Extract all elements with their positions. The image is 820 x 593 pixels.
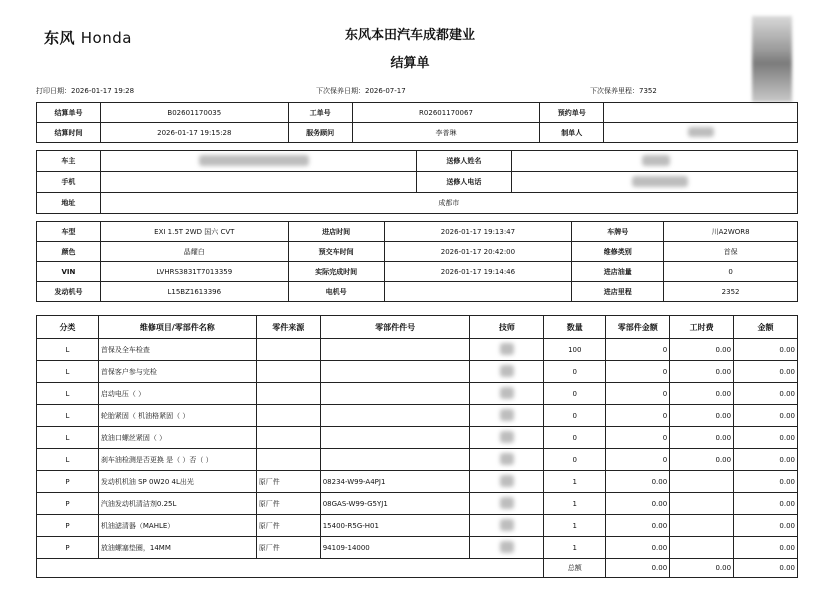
total-amount: 0.00 xyxy=(734,559,798,578)
phone xyxy=(100,172,416,193)
item-part-no xyxy=(320,361,470,383)
item-name: 放油螺塞垫圈，14MM xyxy=(98,537,256,559)
phone-label: 手机 xyxy=(37,172,101,193)
item-name: 发动机机油 SP 0W20 4L出光 xyxy=(98,471,256,493)
item-category: L xyxy=(37,339,99,361)
done-time-label: 实际完成时间 xyxy=(288,262,384,282)
item-labor: 0.00 xyxy=(670,361,734,383)
order-info-table xyxy=(36,102,798,143)
item-name: 刹车油检测是否更换 是（ ）否（ ） xyxy=(98,449,256,471)
mileage-label: 进店里程 xyxy=(572,282,664,302)
col-category: 分类 xyxy=(37,316,99,339)
next-service-date: 下次保养日期：2026-07-17 xyxy=(316,87,406,95)
appt-no-label: 预约单号 xyxy=(540,103,604,123)
settle-time-label: 结算时间 xyxy=(37,123,101,143)
model-label: 车型 xyxy=(37,222,101,242)
table-row xyxy=(37,493,798,515)
item-amount: 0.00 xyxy=(734,339,798,361)
item-name: 首保及全车检查 xyxy=(98,339,256,361)
print-date: 打印日期：2026-01-17 19:28 xyxy=(36,87,135,95)
item-source xyxy=(256,383,320,405)
item-part-no: 15400-R5G-H01 xyxy=(320,515,470,537)
col-amount: 金额 xyxy=(734,316,798,339)
table-row xyxy=(37,383,798,405)
item-part-amount: 0.00 xyxy=(606,493,670,515)
item-source xyxy=(256,339,320,361)
col-source: 零件来源 xyxy=(256,316,320,339)
repair-type-label: 维修类别 xyxy=(572,242,664,262)
table-row xyxy=(37,449,798,471)
logo-cn: 东风 xyxy=(44,29,76,47)
model: EXI 1.5T 2WD 国六 CVT xyxy=(100,222,288,242)
repair-type: 首保 xyxy=(664,242,798,262)
sender-name-redacted xyxy=(512,151,798,172)
advisor: 李普琳 xyxy=(352,123,540,143)
item-quantity: 1 xyxy=(544,515,606,537)
item-amount: 0.00 xyxy=(734,449,798,471)
item-labor: 0.00 xyxy=(670,449,734,471)
item-name: 首保客户参与完检 xyxy=(98,361,256,383)
item-name: 轮胎紧固（ 机油格紧固（ ） xyxy=(98,405,256,427)
engine: L15BZ1613396 xyxy=(100,282,288,302)
item-labor xyxy=(670,537,734,559)
item-technician xyxy=(470,361,544,383)
total-labor: 0.00 xyxy=(670,559,734,578)
motor xyxy=(384,282,572,302)
item-part-amount: 0 xyxy=(606,405,670,427)
vehicle-info-table xyxy=(36,221,798,302)
item-labor xyxy=(670,493,734,515)
item-quantity: 100 xyxy=(544,339,606,361)
fuel-label: 进店油量 xyxy=(572,262,664,282)
items-table xyxy=(36,315,798,578)
item-quantity: 1 xyxy=(544,537,606,559)
color: 晶耀白 xyxy=(100,242,288,262)
item-amount: 0.00 xyxy=(734,537,798,559)
vin: LVHRS3831T7013359 xyxy=(100,262,288,282)
vin-label: VIN xyxy=(37,262,101,282)
item-quantity: 0 xyxy=(544,383,606,405)
item-part-amount: 0 xyxy=(606,361,670,383)
item-category: L xyxy=(37,427,99,449)
item-quantity: 1 xyxy=(544,471,606,493)
item-quantity: 1 xyxy=(544,493,606,515)
item-technician xyxy=(470,339,544,361)
address: 成都市 xyxy=(100,193,797,214)
technician-redacted xyxy=(500,431,514,443)
logo-en: Honda xyxy=(80,29,132,47)
item-part-amount: 0 xyxy=(606,427,670,449)
col-technician: 技师 xyxy=(470,316,544,339)
pick-time-label: 预交车时间 xyxy=(288,242,384,262)
address-label: 地址 xyxy=(37,193,101,214)
item-labor xyxy=(670,515,734,537)
work-no-label: 工单号 xyxy=(288,103,352,123)
work-no: R02601170067 xyxy=(352,103,540,123)
total-label: 总额 xyxy=(544,559,606,578)
fuel: 0 xyxy=(664,262,798,282)
settle-no: B02601170035 xyxy=(100,103,288,123)
item-labor: 0.00 xyxy=(670,339,734,361)
item-source: 原厂件 xyxy=(256,537,320,559)
sender-phone-redacted xyxy=(512,172,798,193)
item-part-amount: 0 xyxy=(606,449,670,471)
item-labor xyxy=(670,471,734,493)
col-item-name: 维修项目/零部件名称 xyxy=(98,316,256,339)
item-category: L xyxy=(37,361,99,383)
total-blank xyxy=(37,559,544,578)
technician-redacted xyxy=(500,497,514,509)
item-category: P xyxy=(37,537,99,559)
owner-redacted xyxy=(100,151,416,172)
item-part-amount: 0.00 xyxy=(606,471,670,493)
item-category: L xyxy=(37,405,99,427)
item-part-no: 08GAS-W99-G5YJ1 xyxy=(320,493,470,515)
item-quantity: 0 xyxy=(544,361,606,383)
pick-time: 2026-01-17 20:42:00 xyxy=(384,242,572,262)
technician-redacted xyxy=(500,387,514,399)
total-row xyxy=(37,559,798,578)
item-part-no: 94109-14000 xyxy=(320,537,470,559)
item-name: 汽油发动机清洁剂0.25L xyxy=(98,493,256,515)
item-source: 原厂件 xyxy=(256,515,320,537)
table-row xyxy=(37,405,798,427)
item-technician xyxy=(470,493,544,515)
owner-info-table xyxy=(36,150,798,214)
item-category: P xyxy=(37,515,99,537)
advisor-label: 服务顾问 xyxy=(288,123,352,143)
item-labor: 0.00 xyxy=(670,427,734,449)
blurred-photo xyxy=(752,16,792,102)
item-quantity: 0 xyxy=(544,405,606,427)
table-row xyxy=(37,361,798,383)
technician-redacted xyxy=(500,343,514,355)
settle-no-label: 结算单号 xyxy=(37,103,101,123)
item-technician xyxy=(470,383,544,405)
item-technician xyxy=(470,449,544,471)
done-time: 2026-01-17 19:14:46 xyxy=(384,262,572,282)
maker-label: 制单人 xyxy=(540,123,604,143)
item-source xyxy=(256,361,320,383)
item-part-no xyxy=(320,427,470,449)
item-part-amount: 0 xyxy=(606,383,670,405)
in-time: 2026-01-17 19:13:47 xyxy=(384,222,572,242)
item-technician xyxy=(470,515,544,537)
settle-time: 2026-01-17 19:15:28 xyxy=(100,123,288,143)
item-amount: 0.00 xyxy=(734,405,798,427)
maker-redacted xyxy=(604,123,798,143)
motor-label: 电机号 xyxy=(288,282,384,302)
technician-redacted xyxy=(500,475,514,487)
item-part-amount: 0.00 xyxy=(606,515,670,537)
engine-label: 发动机号 xyxy=(37,282,101,302)
item-technician xyxy=(470,537,544,559)
item-part-no: 08234-W99-A4PJ1 xyxy=(320,471,470,493)
col-quantity: 数量 xyxy=(544,316,606,339)
item-name: 机油滤清器（MAHLE） xyxy=(98,515,256,537)
item-technician xyxy=(470,471,544,493)
item-labor: 0.00 xyxy=(670,383,734,405)
item-labor: 0.00 xyxy=(670,405,734,427)
item-part-amount: 0 xyxy=(606,339,670,361)
col-part-no: 零部件件号 xyxy=(320,316,470,339)
item-category: P xyxy=(37,493,99,515)
next-service-mileage: 下次保养里程：7352 xyxy=(590,87,657,95)
appt-no xyxy=(604,103,798,123)
item-amount: 0.00 xyxy=(734,493,798,515)
item-source: 原厂件 xyxy=(256,493,320,515)
item-category: L xyxy=(37,383,99,405)
in-time-label: 进店时间 xyxy=(288,222,384,242)
total-part-amount: 0.00 xyxy=(606,559,670,578)
item-source xyxy=(256,427,320,449)
item-name: 启动电压（ ） xyxy=(98,383,256,405)
item-part-amount: 0.00 xyxy=(606,537,670,559)
item-source xyxy=(256,405,320,427)
table-row xyxy=(37,515,798,537)
item-technician xyxy=(470,405,544,427)
item-source: 原厂件 xyxy=(256,471,320,493)
item-category: P xyxy=(37,471,99,493)
item-category: L xyxy=(37,449,99,471)
item-amount: 0.00 xyxy=(734,361,798,383)
table-row xyxy=(37,471,798,493)
technician-redacted xyxy=(500,541,514,553)
item-part-no xyxy=(320,405,470,427)
plate-label: 车牌号 xyxy=(572,222,664,242)
item-quantity: 0 xyxy=(544,427,606,449)
color-label: 颜色 xyxy=(37,242,101,262)
item-amount: 0.00 xyxy=(734,427,798,449)
item-part-no xyxy=(320,383,470,405)
item-amount: 0.00 xyxy=(734,383,798,405)
sender-phone-label: 送修人电话 xyxy=(416,172,512,193)
technician-redacted xyxy=(500,453,514,465)
company-title: 东风本田汽车成都建业 xyxy=(344,28,475,43)
item-name: 放油口螺丝紧固（ ） xyxy=(98,427,256,449)
col-part-amount: 零部件金额 xyxy=(606,316,670,339)
item-quantity: 0 xyxy=(544,449,606,471)
technician-redacted xyxy=(500,519,514,531)
owner-label: 车主 xyxy=(37,151,101,172)
table-row xyxy=(37,537,798,559)
mileage: 2352 xyxy=(664,282,798,302)
technician-redacted xyxy=(500,365,514,377)
item-amount: 0.00 xyxy=(734,515,798,537)
document-title: 结算单 xyxy=(390,56,430,71)
item-source xyxy=(256,449,320,471)
plate: 川A2WOR8 xyxy=(664,222,798,242)
table-row xyxy=(37,339,798,361)
sender-name-label: 送修人姓名 xyxy=(416,151,512,172)
table-row xyxy=(37,427,798,449)
item-technician xyxy=(470,427,544,449)
item-part-no xyxy=(320,339,470,361)
col-labor: 工时费 xyxy=(670,316,734,339)
items-header-row xyxy=(37,316,798,339)
item-amount: 0.00 xyxy=(734,471,798,493)
item-part-no xyxy=(320,449,470,471)
technician-redacted xyxy=(500,409,514,421)
